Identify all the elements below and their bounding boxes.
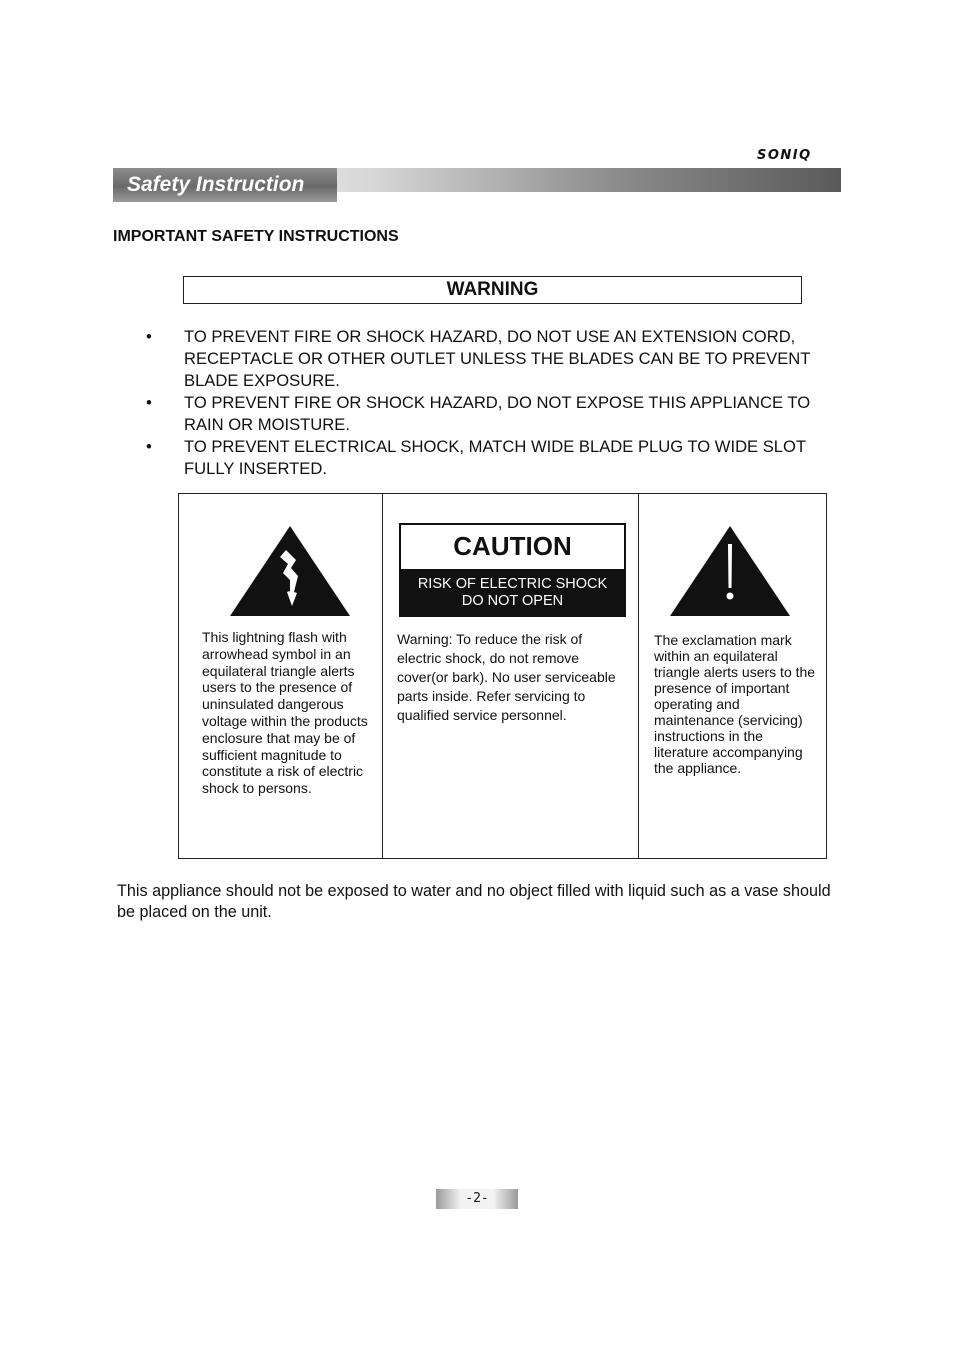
column-divider (638, 494, 639, 858)
lightning-triangle-icon (228, 524, 352, 618)
list-item (146, 392, 846, 436)
warning-bullet-list (146, 326, 846, 480)
lightning-description: This lightning flash with arrowhead symbol in an equilateral triangle alerts users to the presence of uninsulated dangerous voltage within the products enclosure that may be of sufficient magnitude to constitute a risk of electric shock to persons. (202, 629, 368, 797)
brand-logo: SONIQ (757, 148, 812, 163)
bullet-icon: • (146, 327, 152, 346)
exclamation-triangle-icon (668, 524, 792, 618)
page-heading: IMPORTANT SAFETY INSTRUCTIONS (113, 228, 399, 245)
warning-label-box (183, 276, 802, 304)
caution-line-2: DO NOT OPEN (461, 593, 564, 609)
water-exposure-note: This appliance should not be exposed to water and no object filled with liquid such as a vase should be placed on the unit. (117, 882, 831, 921)
column-divider (382, 494, 383, 858)
bullet-text: TO PREVENT ELECTRICAL SHOCK, MATCH WIDE BLADE PLUG TO WIDE SLOT FULLY INSERTED. (184, 437, 806, 478)
caution-band (401, 569, 624, 615)
caution-label (399, 523, 626, 617)
exclamation-description: The exclamation mark within an equilateral triangle alerts users to the presence of important operating and maintenance (servicing) instructions in the literature accompanying the appliance. (654, 632, 816, 776)
list-item (146, 326, 846, 392)
caution-line-1: RISK OF ELECTRIC SHOCK (417, 576, 608, 592)
caution-description: Warning: To reduce the risk of electric shock, do not remove cover(or bark). No user serviceable parts inside. Refer servicing to qualified service personnel. (397, 631, 616, 723)
section-title: Safety Instruction (127, 173, 305, 196)
bullet-icon: • (146, 437, 152, 456)
caution-title: CAUTION (453, 531, 572, 561)
bullet-icon: • (146, 393, 152, 412)
bullet-text: TO PREVENT FIRE OR SHOCK HAZARD, DO NOT EXPOSE THIS APPLIANCE TO RAIN OR MOISTURE. (184, 393, 811, 434)
page-number: -2- (436, 1189, 518, 1209)
list-item (146, 436, 846, 480)
bullet-text: TO PREVENT FIRE OR SHOCK HAZARD, DO NOT USE AN EXTENSION CORD, RECEPTACLE OR OTHER OUTLET UNLESS THE BLADES CAN BE TO PREVENT BLADE EXPOSURE. (184, 327, 811, 390)
warning-label: WARNING (446, 279, 539, 300)
